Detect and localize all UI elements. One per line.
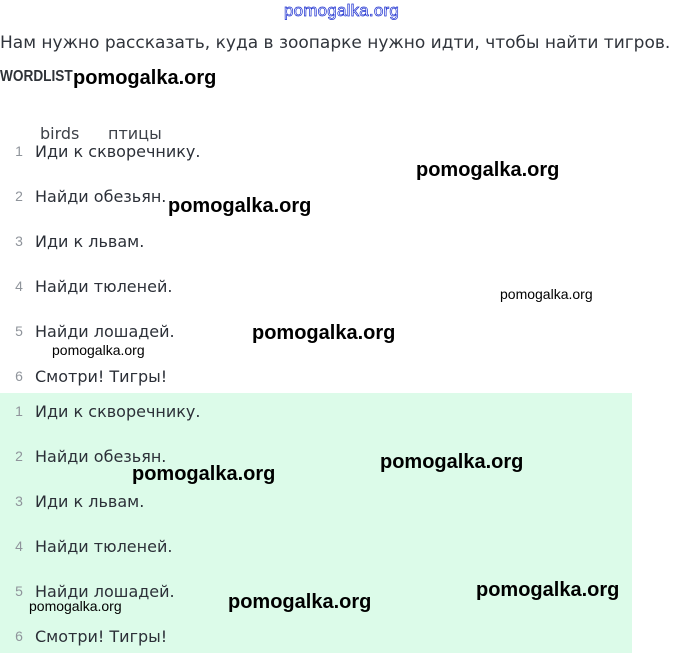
sentence-line: Найди лошадей. [35,322,175,341]
watermark: pomogalka.org [252,322,396,344]
answer-highlight [0,393,632,653]
line-number: 3 [15,493,23,509]
sentence-line: Смотри! Тигры! [35,627,168,646]
task-instruction: Нам нужно рассказать, куда в зоопарке нужно идти, чтобы найти тигров. [0,33,671,53]
watermark: pomogalka.org [73,67,217,89]
watermark: pomogalka.org [500,286,593,302]
sentence-line: Найди лошадей. [35,582,175,601]
wordlist-clipped-row [0,124,680,143]
watermark: pomogalka.org [380,451,524,473]
line-number: 1 [15,403,23,419]
watermark: pomogalka.org [168,195,312,217]
line-number: 4 [15,538,23,554]
watermark: pomogalka.org [228,591,372,613]
wordlist-label: WORDLIST [0,68,73,85]
line-number: 1 [15,143,23,159]
sentence-line: Иди к львам. [35,492,145,511]
wordlist-word-en: birds [40,124,80,143]
sentence-line: Иди к скворечнику. [35,142,201,161]
line-number: 6 [15,368,23,384]
line-number: 2 [15,188,23,204]
line-number: 5 [15,323,23,339]
watermark: pomogalka.org [416,159,560,181]
line-number: 3 [15,233,23,249]
line-number: 4 [15,278,23,294]
sentence-line: Найди обезьян. [35,447,167,466]
line-number: 2 [15,448,23,464]
sentence-line: Найди тюленей. [35,277,173,296]
sentence-line: Смотри! Тигры! [35,367,168,386]
sentence-line: Иди к скворечнику. [35,402,201,421]
sentence-line: Иди к львам. [35,232,145,251]
header-watermark: pomogalka.org [283,1,400,20]
wordlist-word-ru: птицы [108,124,162,143]
sentence-line: Найди обезьян. [35,187,167,206]
watermark: pomogalka.org [132,463,276,485]
line-number: 6 [15,628,23,644]
watermark: pomogalka.org [52,342,145,358]
watermark: pomogalka.org [29,598,122,614]
watermark: pomogalka.org [476,579,620,601]
line-number: 5 [15,583,23,599]
sentence-line: Найди тюленей. [35,537,173,556]
